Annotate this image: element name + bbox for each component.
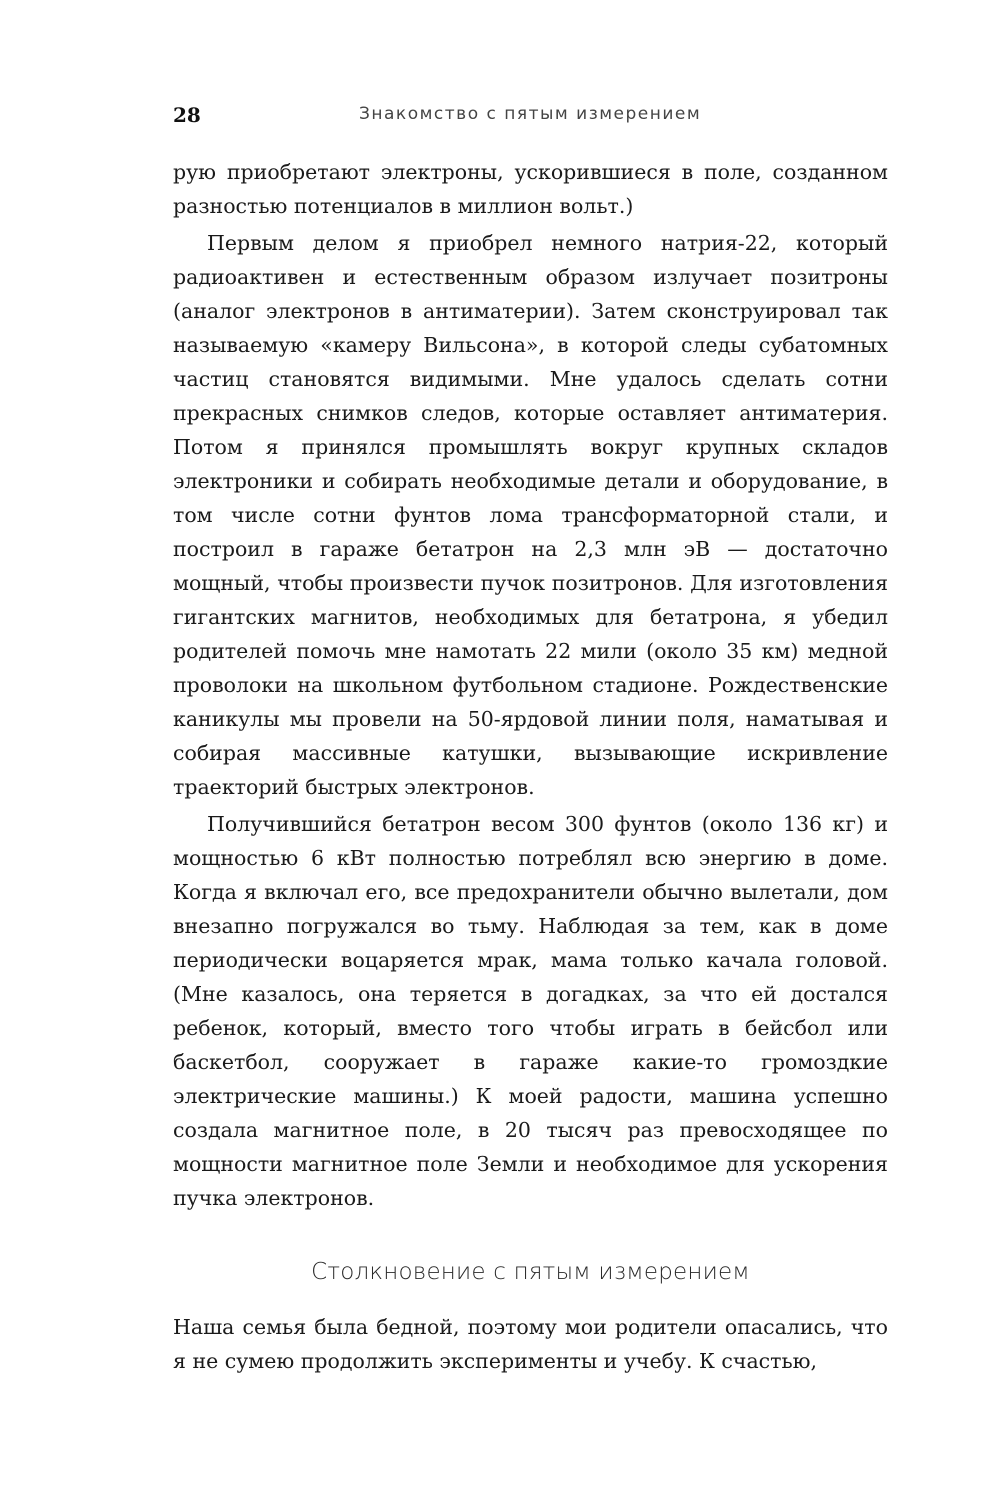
body-text bbox=[173, 155, 888, 1215]
paragraph-betatron-power: Получившийся бетатрон весом 300 фунтов (около 136 кг) и мощностью 6 кВт полностью потреблял всю энергию в доме. Когда я включал его, все предохранители обычно вылетали, дом внезапно погружался во тьму. Наблюдая за тем, как в доме периодически воцаряется мрак, мама только качала головой. (Мне казалось, она теряется в догадках, за что ей достался ребенок, который, вместо того чтобы играть в бейсбол или баскетбол, сооружает в гараже какие-то громоздкие электрические машины.) К моей радости, машина успешно создала магнитное поле, в 20 тысяч раз превосходящее по мощности магнитное поле Земли и необходимое для ускорения пучка электронов. bbox=[173, 812, 888, 1210]
running-header bbox=[173, 103, 888, 133]
section-first-paragraph: Наша семья была бедной, поэтому мои родители опасались, что я не сумею продолжить эксперименты и учебу. К счастью, bbox=[173, 1315, 888, 1373]
page-number: 28 bbox=[173, 103, 201, 127]
paragraph-betatron-construction: Первым делом я приобрел немного натрия-22, который радиоактивен и естественным образом излучает позитроны (аналог электронов в антиматерии). Затем сконструировал так называемую «камеру Вильсона», в которой следы субатомных частиц становятся видимыми. Мне удалось сделать сотни прекрасных снимков следов, которые оставляет антиматерия. Потом я принялся промышлять вокруг крупных складов электроники и собирать необходимые детали и оборудование, в том числе сотни фунтов лома трансформаторной стали, и построил в гараже бетатрон на 2,3 млн эВ — достаточно мощный, чтобы произвести пучок позитронов. Для изготовления гигантских магнитов, необходимых для бетатрона, я убедил родителей помочь мне намотать 22 мили (около 35 км) медной проволоки на школьном футбольном стадионе. Рождественские каникулы мы провели на 50-ярдовой линии поля, наматывая и собирая массивные катушки, вызывающие искривление траекторий быстрых электронов. bbox=[173, 231, 888, 799]
section-text bbox=[173, 1310, 888, 1378]
running-title: Знакомство с пятым измерением bbox=[359, 104, 702, 124]
paragraph-continuation: рую приобретают электроны, ускорившиеся в поле, созданном разностью потенциалов в миллион вольт.) bbox=[173, 160, 888, 218]
section-heading: Столкновение с пятым измерением bbox=[311, 1259, 750, 1286]
